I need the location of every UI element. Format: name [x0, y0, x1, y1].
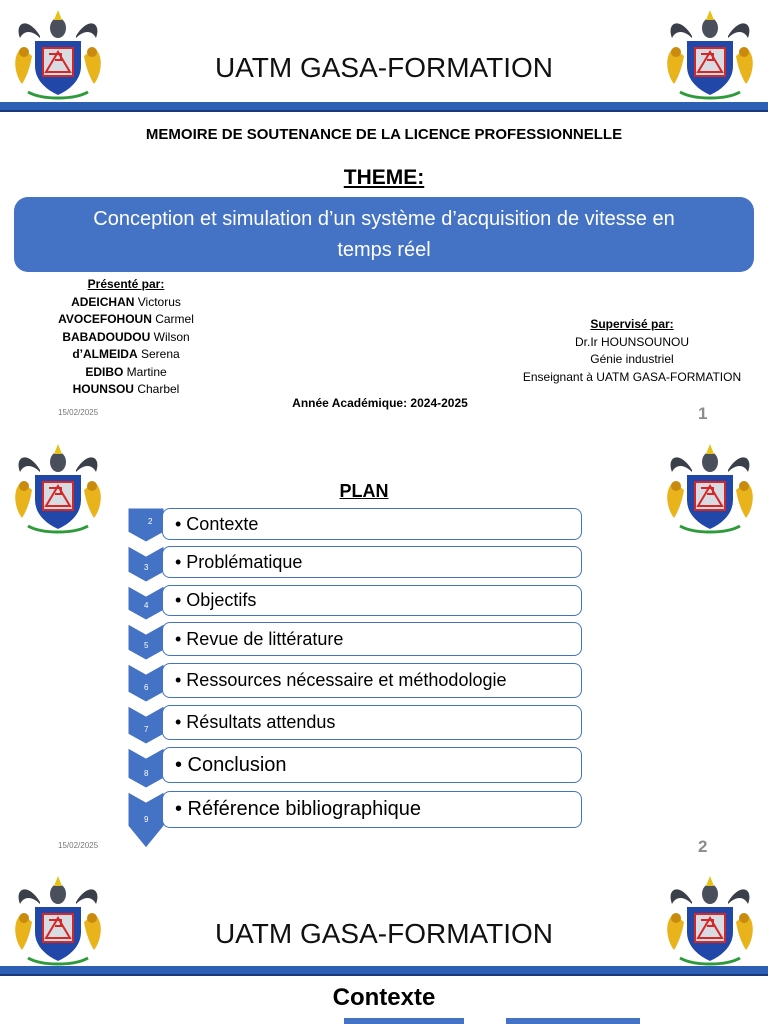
student-name: EDIBO Martine: [85, 364, 167, 379]
theme-label: THEME:: [343, 166, 425, 189]
supervisor-name: Dr.Ir HOUNSOUNOU: [575, 334, 689, 349]
plan-item: • Ressources nécessaire et méthodologie: [162, 663, 582, 698]
plan-step-number: 9: [144, 815, 149, 824]
theme-box: [14, 197, 754, 272]
plan-chevron-track: [126, 508, 166, 848]
student-name: ADEICHAN Victorus: [71, 294, 181, 309]
slide-date: 15/02/2025: [58, 841, 99, 850]
supervisor-department: Génie industriel: [590, 352, 674, 366]
slide-date: 15/02/2025: [58, 408, 99, 417]
contexte-card: [506, 1018, 640, 1024]
plan-item: • Conclusion: [162, 747, 582, 783]
supervised-by-block: [512, 316, 752, 386]
academic-year: Année Académique: 2024-2025: [292, 396, 468, 410]
page-number: 1: [698, 404, 708, 423]
plan-step-number: 3: [144, 563, 149, 572]
theme-line: Conception et simulation d’un système d’acquisition de vitesse en: [93, 208, 675, 230]
header-divider: [0, 966, 768, 976]
plan-step-number: 6: [144, 683, 149, 692]
contexte-title: Contexte: [332, 984, 436, 1011]
university-title: UATM GASA-FORMATION: [214, 918, 554, 949]
plan-item: • Contexte: [162, 508, 582, 540]
student-name: AVOCEFOHOUN Carmel: [58, 312, 194, 326]
supervisor-role: Enseignant à UATM GASA-FORMATION: [522, 369, 742, 384]
plan-step-number: 8: [144, 769, 149, 778]
plan-title: PLAN: [339, 481, 389, 501]
student-name: BABADOUDOU Wilson: [62, 329, 190, 344]
plan-item: • Revue de littérature: [162, 622, 582, 656]
header-divider: [0, 102, 768, 112]
plan-item: • Résultats attendus: [162, 705, 582, 740]
memoire-title: MEMOIRE DE SOUTENANCE DE LA LICENCE PROFESSIONNELLE: [145, 126, 623, 143]
plan-step-number: 4: [144, 601, 149, 610]
student-name: d’ALMEIDA Serena: [72, 347, 180, 361]
student-name: HOUNSOU Charbel: [72, 382, 180, 396]
university-title: UATM GASA-FORMATION: [214, 52, 554, 83]
supervised-by-header: Supervisé par:: [590, 317, 674, 331]
page-number: 2: [698, 837, 708, 856]
presented-by-header: Présenté par:: [87, 277, 165, 291]
theme-line: temps réel: [337, 239, 431, 261]
plan-step-number: 5: [144, 641, 149, 650]
contexte-card: [344, 1018, 464, 1024]
plan-step-number: 2: [148, 517, 153, 526]
presented-by-block: [36, 276, 216, 399]
plan-item: • Problématique: [162, 546, 582, 578]
plan-item: • Objectifs: [162, 585, 582, 616]
plan-step-number: 7: [144, 725, 149, 734]
plan-item: • Référence bibliographique: [162, 791, 582, 828]
